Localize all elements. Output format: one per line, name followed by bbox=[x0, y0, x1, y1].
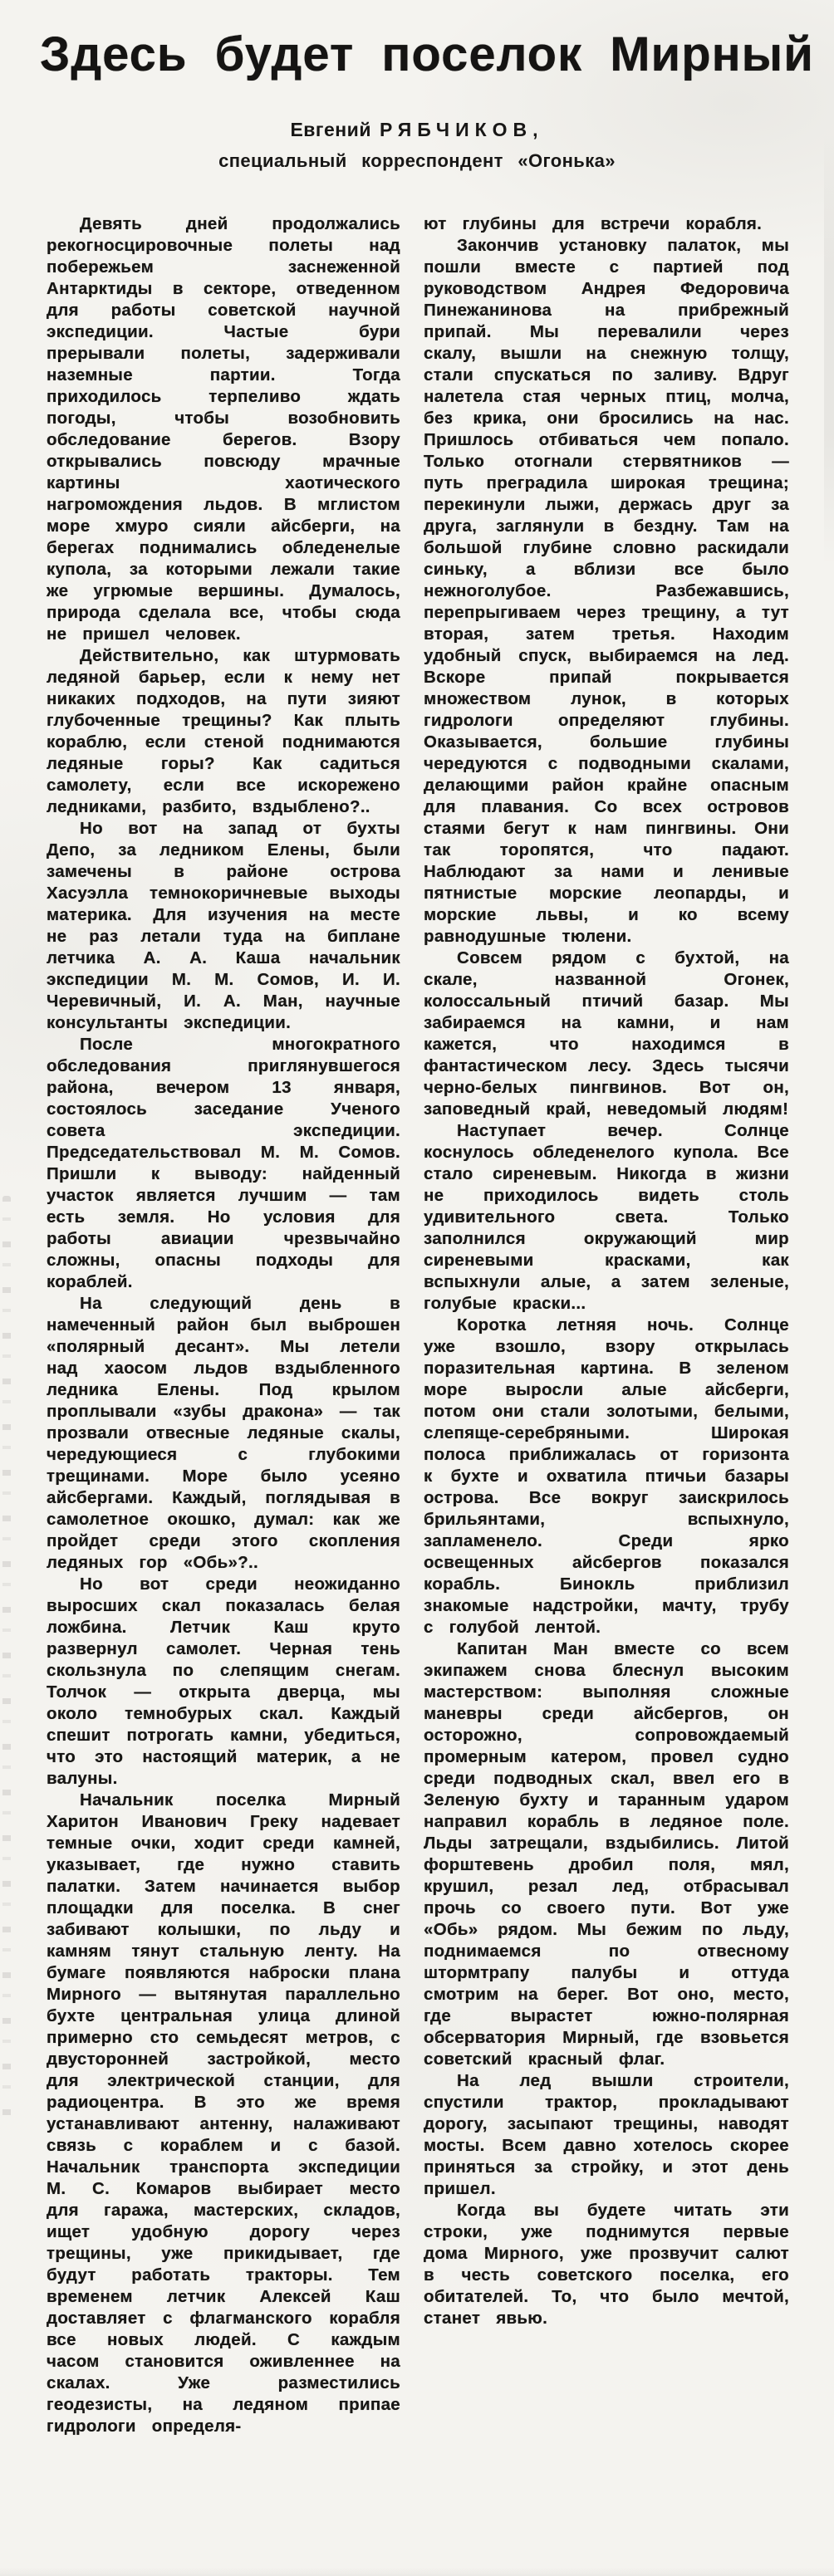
paragraph: Совсем рядом с бухтой, на скале, названной Огонек, колоссальный птичий базар. Мы забираемся на камни, и нам кажется, что находимся в фантастическом лесу. Здесь тысячи черно-белых пингвинов. Вот он, заповедный край, неведомый людям! bbox=[424, 948, 789, 1119]
paragraph: Наступает вечер. Солнце коснулось обледенелого купола. Все стало сиреневым. Никогда в жизни не приходилось видеть столь удивительного света. Только заполнился окружающий мир сиреневыми красками, как вспыхнули алые, а затем зеленые, голубые краски... bbox=[424, 1120, 789, 1313]
byline-role: специальный корреспондент «Огонька» bbox=[218, 149, 616, 171]
paragraph: Но вот среди неожиданно выросших скал показалась белая ложбина. Летчик Каш круто развернул самолет. Черная тень скользнула по слепящим снегам. Толчок — открыта дверца, мы около темнобурых скал. Каждый спешит потрогать камни, убедиться, что это настоящий материк, а не валуны. bbox=[47, 1574, 400, 1788]
paragraph: Капитан Ман вместе со всем экипажем снова блеснул высоким мастерством: выполняя сложные маневры среди айсбергов, он осторожно, сопровождаемый промерным катером, провел судно среди подводных скал, ввел его в Зеленую бухту и таранным ударом направил корабль в ледяное поле. Льды затрещали, вздыбились. Литой форштевень дробил поля, мял, крушил, резал лед, отбрасывал прочь со своего пути. Вот уже «Обь» рядом. Мы бежим по льду, поднимаемся по отвесному штормтрапу палубы и оттуда смотрим на берег. Вот оно, место, где вырастет южно-полярная обсерватория Мирный, где взовьется советский красный флаг. bbox=[424, 1638, 789, 2069]
right-column bbox=[424, 213, 789, 2437]
paragraph: Девять дней продолжались рекогносцировочные полеты над побережьем заснеженной Антарктиды в секторе, отведенном для работы советской научной экспедиции. Частые бури прерывали полеты, задерживали наземные партии. Тогда приходилось терпеливо ждать погоды, чтобы возобновить обследование берегов. Взору открывались повсюду мрачные картины хаотического нагромождения льдов. В мглистом море хмуро сияли айсберги, на берегах поднимались обледенелые купола, за которыми лежали такие же угрюмые вершины. Думалось, природа сделала все, чтобы сюда не пришел человек. bbox=[47, 213, 400, 644]
byline-surname: РЯБЧИКОВ, bbox=[379, 118, 544, 140]
paragraph: На следующий день в намеченный район был выброшен «полярный десант». Мы летели над хаосом льдов вздыбленного ледника Елены. Под крылом проплывали «зубы дракона» — так прозвали отвесные ледяные скалы, чередующиеся с глубокими трещинами. Море было усеяно айсбергами. Каждый, поглядывая в самолетное окошко, думал: как же пройдет среди этого скопления ледяных гор «Обь»?.. bbox=[47, 1293, 400, 1572]
scan-bottom-shade bbox=[0, 2568, 834, 2576]
article-title: Здесь будет поселок Мирный bbox=[40, 27, 814, 81]
byline-first-name: Евгений bbox=[290, 118, 371, 140]
left-column bbox=[47, 213, 400, 2437]
article-body bbox=[0, 213, 834, 2437]
byline bbox=[0, 119, 834, 172]
scan-edge-smudge bbox=[824, 133, 834, 565]
paragraph-continuation: ют глубины для встречи корабля. bbox=[424, 213, 763, 233]
paragraph: Начальник поселка Мирный Харитон Иванович Греку надевает темные очки, ходит среди камней, указывает, где нужно ставить палатки. Затем начинается выбор площадки для поселка. В снег забивают колышки, по льду и камням тянут стальную ленту. На бумаге появляются наброски плана Мирного — вытянутая параллельно бухте центральная улица длиной примерно сто семьдесят метров, с двусторонней застройкой, место для электрической станции, для радиоцентра. В это же время устанавливают антенну, налаживают связь с кораблем и с базой. Начальник транспорта экспедиции М. С. Комаров выбирает место для гаража, мастерских, складов, ищет удобную дорогу через трещины, уже прикидывает, где будут работать тракторы. Тем временем летчик Алексей Каш доставляет с флагманского корабля все новых людей. С каждым часом становится оживленнее на скалах. Уже разместились геодезисты, на ледяном припае гидрологи определя- bbox=[47, 1790, 400, 2436]
paragraph: Но вот на запад от бухты Депо, за ледником Елены, были замечены в районе острова Хасуэлла темнокоричневые выходы материка. Для изучения на месте не раз летали туда на биплане летчика А. А. Каша начальник экспедиции М. М. Сомов, И. И. Черевичный, И. А. Ман, научные консультанты экспедиции. bbox=[47, 818, 400, 1032]
paragraph: На лед вышли строители, спустили трактор, прокладывают дорогу, засыпают трещины, наводят мосты. Всем давно хотелось скорее приняться за стройку, и этот день пришел. bbox=[424, 2070, 789, 2198]
paragraph: После многократного обследования приглянувшегося района, вечером 13 января, состоялось заседание Ученого совета экспедиции. Председательствовал М. М. Сомов. Пришли к выводу: найденный участок является лучшим — там есть земля. Но условия для работы авиации чрезвычайно сложны, опасны подходы для кораблей. bbox=[47, 1034, 400, 1291]
paragraph: Закончив установку палаток, мы пошли вместе с партией под руководством Андрея Федоровича Пинежанинова на прибрежный припай. Мы перевалили через скалу, вышли на снежную толщу, стали спускаться по заливу. Вдруг налетела стая черных птиц, молча, без крика, они бросились на нас. Пришлось отбиваться чем попало. Только отогнали стервятников — путь преградила широкая трещина; перекинули лыжи, держась друг за друга, заглянули в бездну. Там на большой глубине словно раскидали синьку, а вблизи все было нежноголубое. Разбежавшись, перепрыгиваем через трещину, а тут вторая, затем третья. Находим удобный спуск, выбираемся на лед. Вскоре припай покрывается множеством лунок, в которых гидрологи определяют глубины. Оказывается, большие глубины чередуются с подводными скалами, делающими район крайне опасным для плавания. Со всех островов стаями бегут к нам пингвины. Они так торопятся, что падают. Наблюдают за нами и ленивые пятнистые морские леопарды, и морские львы, и ко всему равнодушные тюлени. bbox=[424, 235, 789, 946]
paragraph: Когда вы будете читать эти строки, уже поднимутся первые дома Мирного, уже прозвучит салют в честь советского поселка, его обитателей. То, что было мечтой, станет явью. bbox=[424, 2200, 789, 2328]
paragraph: Коротка летняя ночь. Солнце уже взошло, взору открылась поразительная картина. В зеленом море выросли алые айсберги, потом они стали золотыми, белыми, слепяще-серебряными. Широкая полоса приближалась от горизонта к бухте и охватила птичьи базары острова. Все вокруг заискрилось брильянтами, вспыхнуло, запламенело. Среди ярко освещенных айсбергов показался корабль. Бинокль приблизил знакомые надстройки, мачту, трубу с голубой лентой. bbox=[424, 1315, 789, 1637]
page-fold-artifact bbox=[2, 1196, 11, 2126]
paragraph: Действительно, как штурмовать ледяной барьер, если к нему нет никаких подходов, на пути зияют глубоченные трещины? Как плыть кораблю, если стеной поднимаются ледяные горы? Как садиться самолету, если все искорежено ледниками, разбито, вздыблено?.. bbox=[47, 645, 400, 816]
byline-author bbox=[0, 119, 834, 141]
